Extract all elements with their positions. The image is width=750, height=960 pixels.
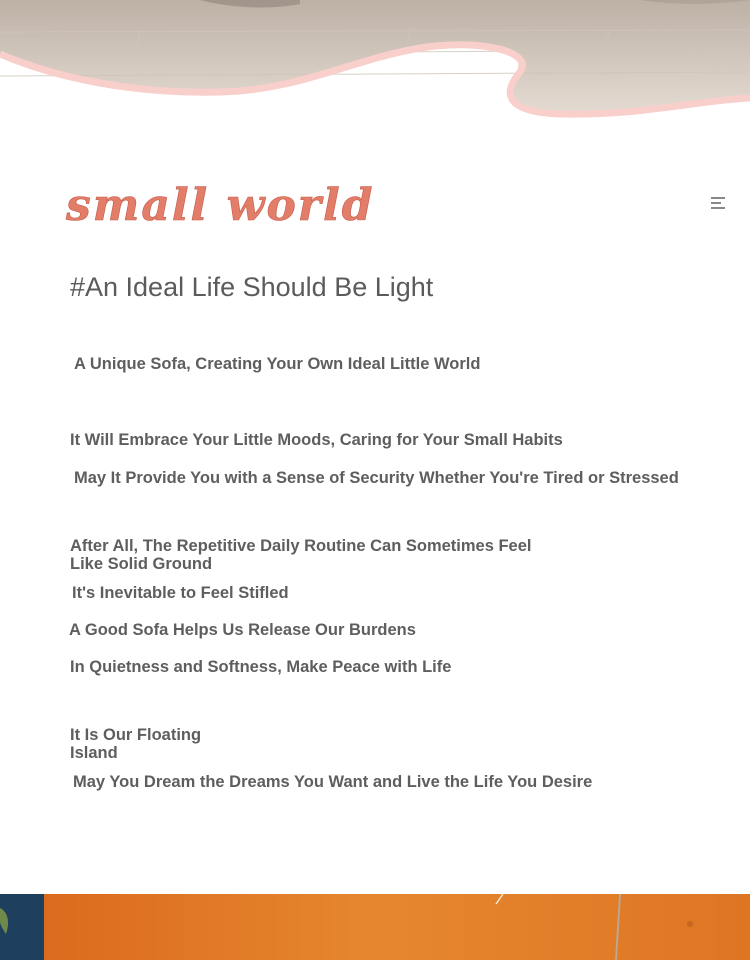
text-line-3: May It Provide You with a Sense of Security Whether You're Tired or Stressed	[74, 469, 679, 487]
hero-floor-photo	[0, 0, 750, 120]
text-line-9: May You Dream the Dreams You Want and Live the Life You Desire	[73, 773, 593, 791]
text-line-6: A Good Sofa Helps Us Release Our Burdens	[69, 621, 416, 639]
page-headline: #An Ideal Life Should Be Light	[70, 272, 434, 302]
text-line-4: After All, The Repetitive Daily Routine Can Sometimes Feel Like Solid Ground	[70, 537, 532, 573]
text-line-7: In Quietness and Softness, Make Peace with Life	[70, 658, 452, 676]
bottom-room-photo	[0, 894, 750, 960]
brand-logo	[64, 178, 375, 234]
menu-icon[interactable]	[708, 194, 728, 212]
text-line-5: It's Inevitable to Feel Stifled	[72, 584, 289, 602]
text-line-8: It Is Our Floating Island	[70, 726, 202, 762]
text-line-2: It Will Embrace Your Little Moods, Caring for Your Small Habits	[70, 431, 563, 449]
text-line-1: A Unique Sofa, Creating Your Own Ideal Little World	[74, 355, 481, 373]
brand-logo-text: small world	[66, 180, 375, 231]
